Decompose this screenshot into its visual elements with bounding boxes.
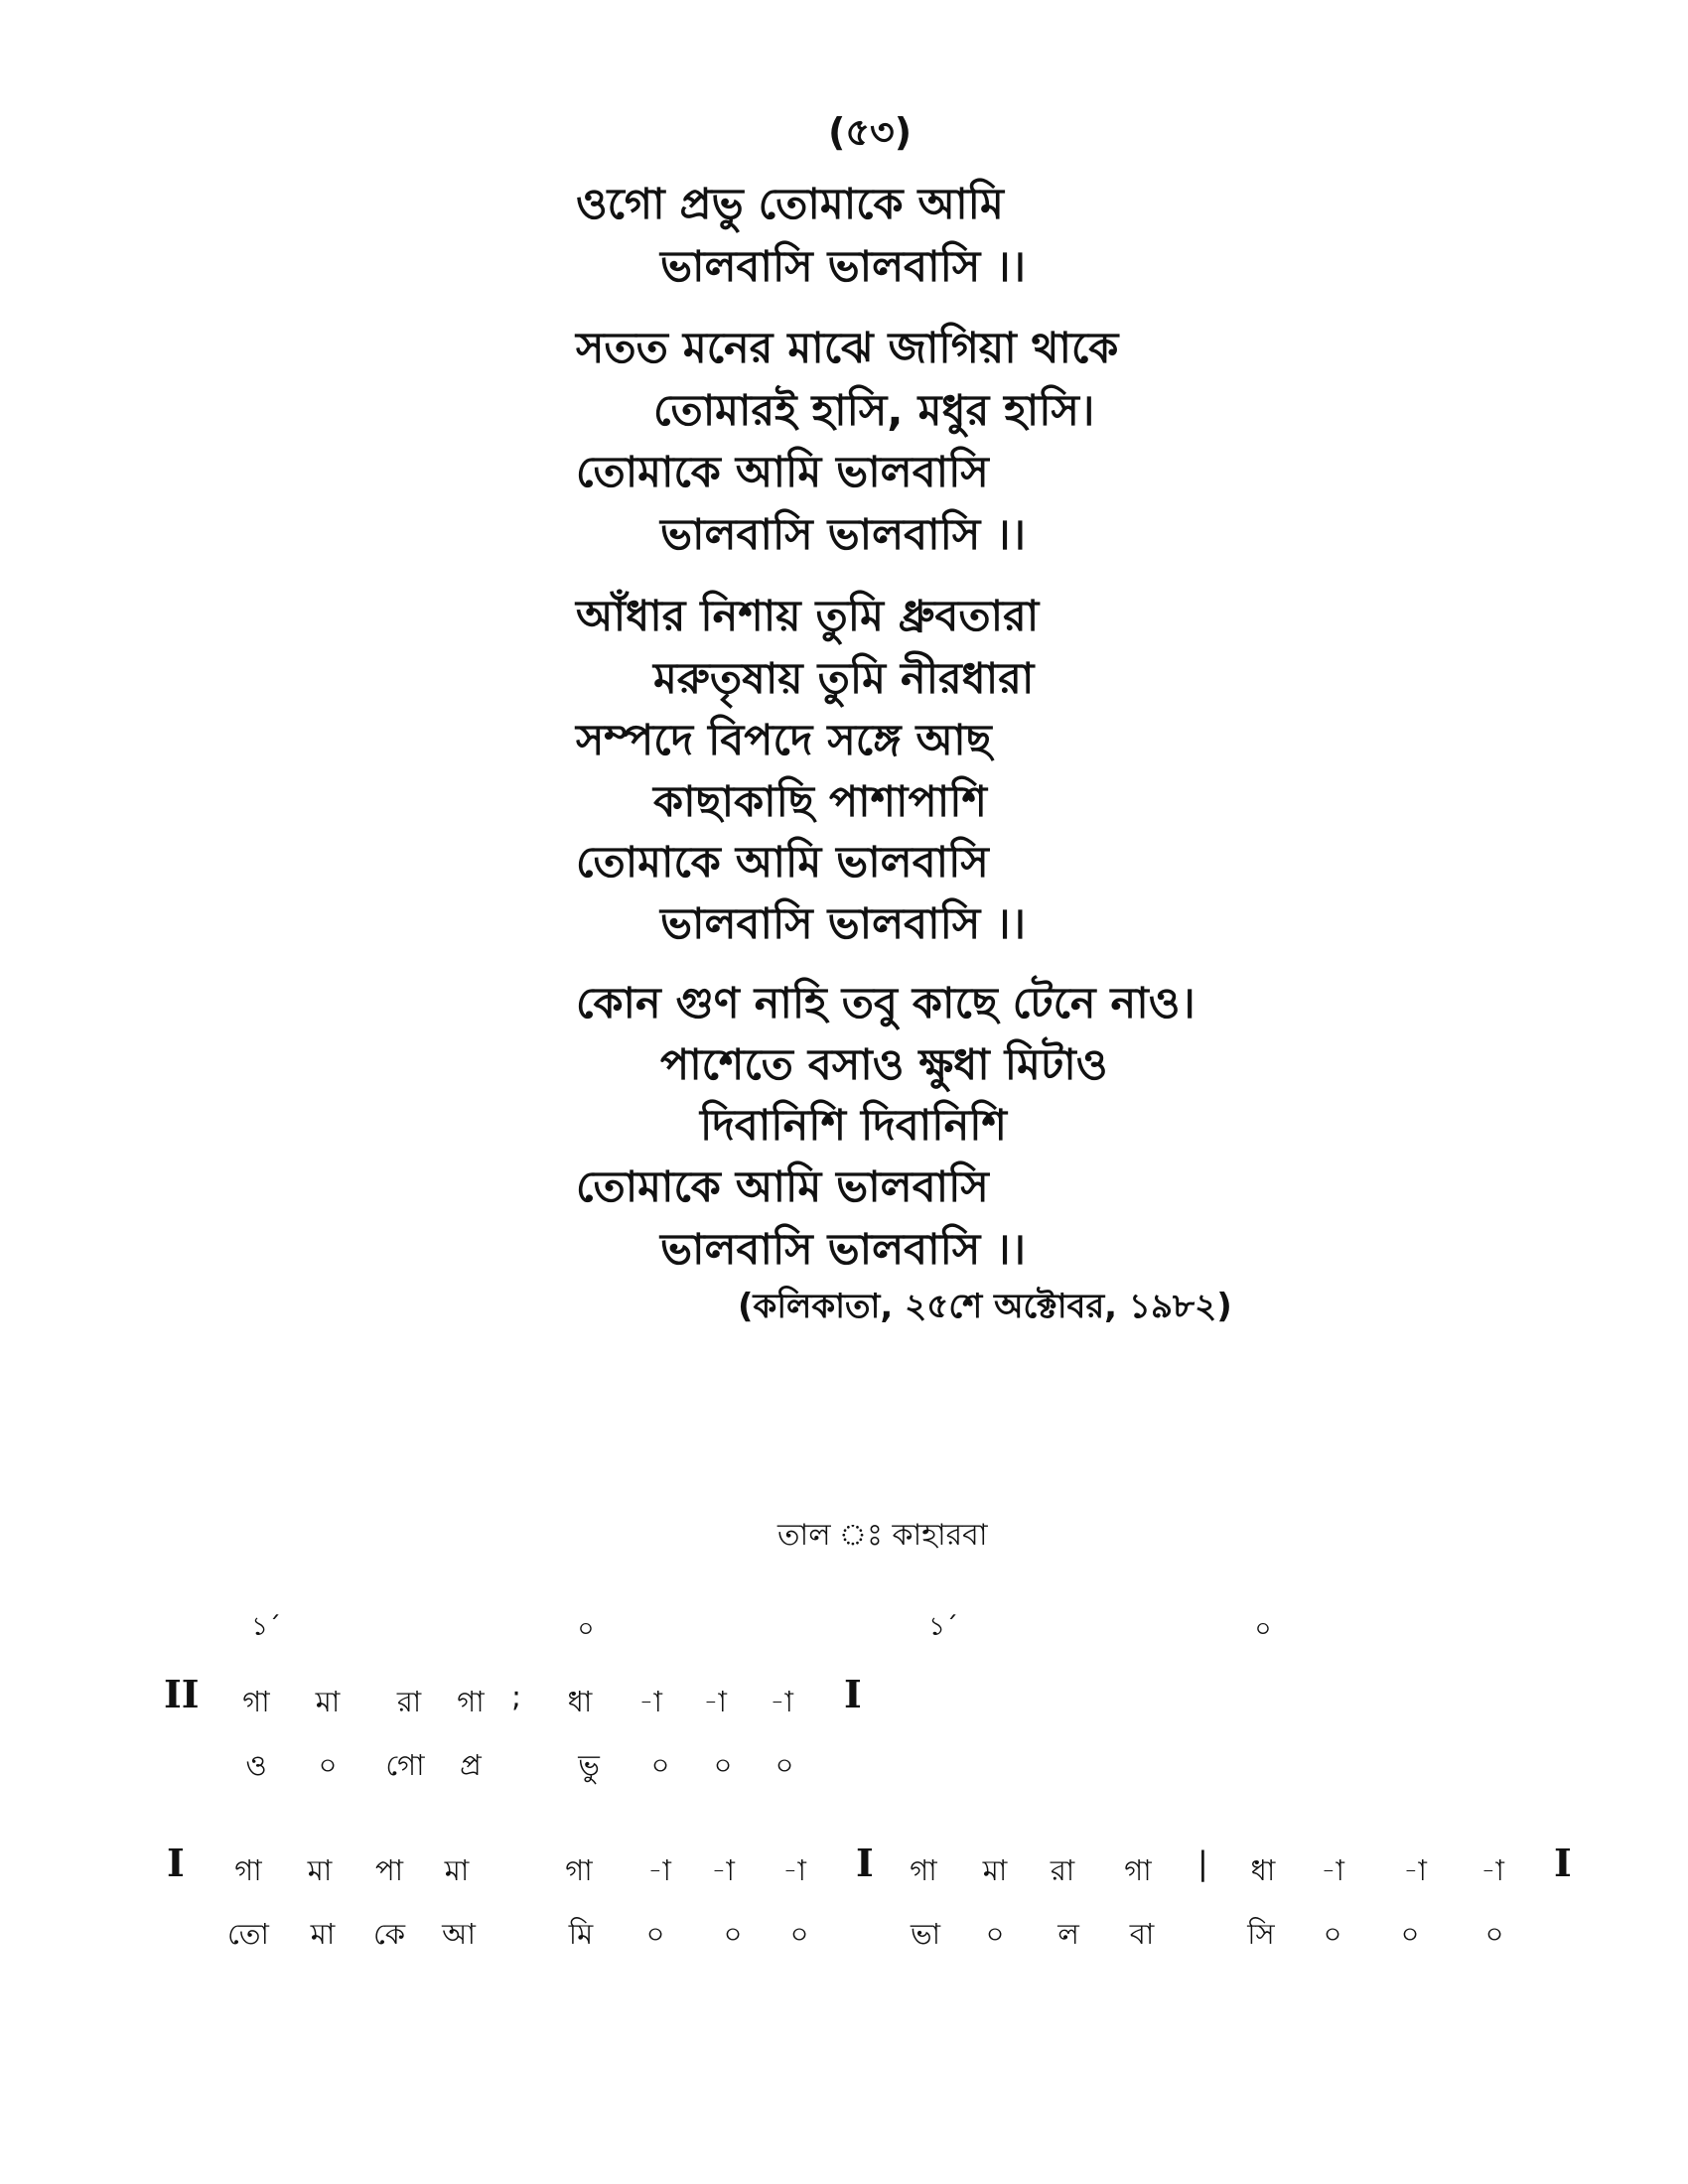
lyric-line-11: তোমাকে আমি ভালবাসি bbox=[576, 838, 989, 887]
bani-syllable: ও bbox=[245, 1748, 267, 1782]
bani-syllable: ০ bbox=[1323, 1917, 1342, 1951]
beat-marker: ১´ bbox=[928, 1612, 958, 1642]
bani-syllable: ভু bbox=[578, 1748, 600, 1782]
bani-syllable: তো bbox=[227, 1917, 269, 1951]
lyric-line-12: ভালবাসি ভালবাসি ।। bbox=[660, 899, 1027, 949]
swara-note: গা bbox=[242, 1685, 270, 1718]
bani-syllable: ০ bbox=[650, 1748, 670, 1782]
swara-note: মা bbox=[982, 1853, 1008, 1887]
bar-line: I bbox=[167, 1841, 185, 1885]
lyric-line-2: ভালবাসি ভালবাসি ।। bbox=[660, 242, 1027, 292]
swara-note: মা bbox=[444, 1853, 470, 1887]
bani-syllable: ০ bbox=[789, 1917, 809, 1951]
swara-note: পা bbox=[374, 1853, 404, 1887]
bani-syllable: ল bbox=[1057, 1917, 1079, 1951]
swara-note: ধা bbox=[1250, 1853, 1276, 1887]
tala-heading: তাল ঃ কাহারবা bbox=[777, 1518, 988, 1553]
bani-syllable: ০ bbox=[1400, 1917, 1420, 1951]
dateline: (কলিকাতা, ২৫শে অক্টোবর, ১৯৮২) bbox=[738, 1287, 1232, 1326]
bani-syllable: মা bbox=[310, 1917, 336, 1951]
lyric-line-5: তোমাকে আমি ভালবাসি bbox=[576, 448, 989, 497]
beat-marker: ০ bbox=[577, 1614, 595, 1644]
lyric-line-14: পাশেতে বসাও ক্ষুধা মিটাও bbox=[660, 1040, 1108, 1090]
bani-syllable: আ bbox=[442, 1917, 476, 1951]
swara-note: গা bbox=[1124, 1853, 1152, 1887]
swara-note: -া bbox=[770, 1685, 793, 1718]
swara-note: রা bbox=[396, 1685, 422, 1718]
bani-syllable: ০ bbox=[1484, 1917, 1504, 1951]
bani-syllable: ০ bbox=[713, 1748, 733, 1782]
bar-line: II bbox=[164, 1672, 200, 1716]
swara-note: গা bbox=[234, 1853, 262, 1887]
swara-note: রা bbox=[1050, 1853, 1075, 1887]
swara-note: -া bbox=[638, 1685, 662, 1718]
swara-note: -া bbox=[1480, 1853, 1504, 1887]
bani-syllable: ০ bbox=[723, 1917, 743, 1951]
lyric-line-9: সম্পদে বিপদে সঙ্গে আছ bbox=[576, 716, 992, 765]
swara-note: -া bbox=[1403, 1853, 1427, 1887]
bar-line: I bbox=[844, 1672, 862, 1716]
lyric-line-13: কোন গুণ নাহি তবু কাছে টেনে নাও। bbox=[576, 979, 1196, 1028]
bani-syllable: ০ bbox=[318, 1748, 338, 1782]
swara-note: গা bbox=[457, 1685, 485, 1718]
bar-line: I bbox=[1554, 1841, 1572, 1885]
lyric-line-16: তোমাকে আমি ভালবাসি bbox=[576, 1162, 989, 1212]
swara-note: গা bbox=[565, 1853, 593, 1887]
bani-syllable: সি bbox=[1247, 1917, 1275, 1951]
swara-note: -া bbox=[1321, 1853, 1344, 1887]
swara-note: ; bbox=[511, 1680, 521, 1713]
swara-note: -া bbox=[703, 1685, 727, 1718]
swara-note: -া bbox=[647, 1853, 671, 1887]
bani-syllable: গো bbox=[385, 1748, 425, 1782]
swara-note: মা bbox=[315, 1685, 341, 1718]
lyric-line-8: মরুতৃষায় তুমি নীরধারা bbox=[653, 654, 1035, 704]
swara-note: -া bbox=[782, 1853, 806, 1887]
lyric-line-17: ভালবাসি ভালবাসি ।। bbox=[660, 1225, 1027, 1275]
bani-syllable: ০ bbox=[985, 1917, 1005, 1951]
swara-note: মা bbox=[307, 1853, 333, 1887]
beat-marker: ১´ bbox=[251, 1612, 281, 1642]
lyric-line-15: দিবানিশি দিবানিশি bbox=[700, 1101, 1007, 1151]
bani-syllable: মি bbox=[568, 1917, 594, 1951]
bar-line: | bbox=[1197, 1844, 1208, 1882]
bani-syllable: কে bbox=[372, 1917, 406, 1951]
bani-syllable: ০ bbox=[645, 1917, 665, 1951]
lyric-line-4: তোমারই হাসি, মধুর হাসি। bbox=[653, 386, 1095, 436]
swara-note: -া bbox=[711, 1853, 735, 1887]
bani-syllable: ০ bbox=[774, 1748, 794, 1782]
bani-syllable: ভা bbox=[910, 1917, 941, 1951]
lyric-line-1: ওগো প্রভু তোমাকে আমি bbox=[576, 180, 1004, 229]
swara-note: গা bbox=[910, 1853, 937, 1887]
lyric-line-3: সতত মনের মাঝে জাগিয়া থাকে bbox=[576, 324, 1119, 373]
bani-syllable: বা bbox=[1129, 1917, 1155, 1951]
beat-marker: ০ bbox=[1254, 1614, 1272, 1644]
lyric-line-6: ভালবাসি ভালবাসি ।। bbox=[660, 510, 1027, 560]
lyric-line-7: আঁধার নিশায় তুমি ধ্রুবতারা bbox=[576, 592, 1040, 641]
bar-line: I bbox=[856, 1841, 874, 1885]
bani-syllable: প্র bbox=[460, 1748, 482, 1782]
page-number: (৫৩) bbox=[828, 110, 913, 154]
lyric-line-10: কাছাকাছি পাশাপাশি bbox=[653, 777, 987, 827]
swara-note: ধা bbox=[567, 1685, 593, 1718]
